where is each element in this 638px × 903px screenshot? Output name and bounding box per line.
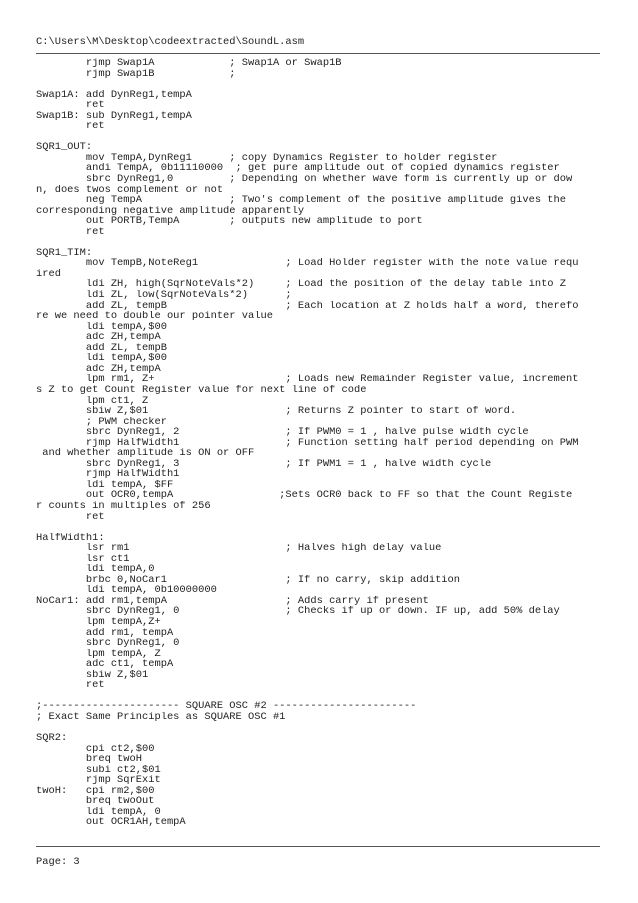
code-line: sbrc DynReg1, 3 ; If PWM1 = 1 , halve width cycle (36, 458, 492, 470)
code-line: Swap1A: add DynReg1,tempA (36, 89, 192, 101)
code-line: sbrc DynReg1, 2 ; If PWM0 = 1 , halve pulse width cycle (36, 427, 529, 438)
code-line: rjmp SqrExit (36, 775, 161, 786)
code-line: ret (36, 511, 105, 523)
code-line: mov TempA,DynReg1 ; copy Dynamics Register to holder register (36, 152, 498, 164)
code-line: ldi tempA,$00 (36, 353, 167, 364)
code-line: sbrc DynReg1, 0 (36, 638, 180, 649)
code-line: andi TempA, 0b11110000 ; get pure amplitude out of copied dynamics register (36, 163, 560, 175)
code-line: ired (36, 268, 61, 280)
code-line: HalfWidth1: (36, 532, 105, 544)
code-line: add ZL, tempB (36, 342, 167, 354)
code-line (36, 691, 600, 702)
code-line: neg TempA ; Two's complement of the positive amplitude gives the (36, 195, 567, 206)
code-line: re we need to double our pointer value (36, 311, 273, 322)
code-line: sbrc DynReg1,0 ; Depending on whether wave form is currently up or dow (36, 174, 573, 185)
code-line (36, 522, 600, 533)
code-line: sbiw Z,$01 ; Returns Z pointer to start of word. (36, 406, 517, 417)
code-line: SQR2: (36, 733, 68, 744)
file-path-header: C:\Users\M\Desktop\codeextracted\SoundL.asm (36, 36, 305, 48)
code-line: and whether amplitude is ON or OFF (36, 448, 255, 459)
code-line: twoH: cpi rm2,$00 (36, 785, 155, 797)
code-line: out PORTB,TempA ; outputs new amplitude to port (36, 216, 423, 227)
code-line: ;---------------------- SQUARE OSC #2 ----------------------- (36, 701, 417, 712)
code-line: n, does twos complement or not (36, 184, 224, 196)
code-line: lpm ct1, Z (36, 395, 149, 407)
code-line: ; Exact Same Principles as SQUARE OSC #1 (36, 711, 286, 723)
code-line (36, 237, 600, 248)
code-line: breq twoH (36, 754, 143, 765)
code-line: mov TempB,NoteReg1 ; Load Holder register with the note value requ (36, 258, 579, 269)
code-line: r counts in multiples of 256 (36, 500, 211, 512)
code-line: adc ct1, tempA (36, 659, 174, 670)
code-line: rjmp HalfWidth1 ; Function setting half period depending on PWM (36, 437, 579, 449)
code-line: lsr rm1 ; Halves high delay value (36, 543, 442, 554)
code-line: lpm rm1, Z+ ; Loads new Remainder Register value, increment (36, 374, 579, 385)
code-line: subi ct2,$01 (36, 764, 161, 776)
code-line: brbc 0,NoCar1 ; If no carry, skip addition (36, 574, 461, 586)
code-line: ret (36, 226, 105, 238)
code-line (36, 722, 600, 733)
code-line: ret (36, 121, 105, 132)
code-listing (36, 58, 600, 828)
code-line: cpi ct2,$00 (36, 743, 155, 755)
code-line: ldi ZL, low(SqrNoteVals*2) ; (36, 290, 292, 301)
code-line (36, 132, 600, 143)
code-line: adc ZH,tempA (36, 363, 161, 375)
code-line: NoCar1: add rm1,tempA ; Adds carry if present (36, 595, 429, 607)
code-line: Swap1B: sub DynReg1,tempA (36, 110, 192, 122)
code-line: sbrc DynReg1, 0 ; Checks if up or down. IF up, add 50% delay (36, 606, 560, 617)
code-line: lpm tempA,Z+ (36, 616, 161, 628)
code-line: ldi tempA, 0 (36, 806, 161, 818)
code-line: add ZL, tempB ; Each location at Z holds half a word, therefo (36, 300, 579, 312)
code-line: out OCR1AH,tempA (36, 817, 186, 828)
code-line: ret (36, 100, 105, 111)
code-line: SQR1_OUT: (36, 142, 93, 153)
code-line (36, 79, 600, 90)
code-line: sbiw Z,$01 (36, 669, 149, 681)
code-line: lpm tempA, Z (36, 648, 161, 660)
code-line: corresponding negative amplitude apparently (36, 205, 305, 217)
code-line: ldi tempA,$00 (36, 321, 167, 333)
code-line: ldi ZH, high(SqrNoteVals*2) ; Load the position of the delay table into Z (36, 279, 567, 291)
code-line: rjmp Swap1B ; (36, 68, 236, 80)
code-line: breq twoOut (36, 796, 155, 807)
header-divider (36, 53, 600, 54)
code-line: s Z to get Count Register value for next line of code (36, 384, 367, 396)
code-line: ; PWM checker (36, 416, 167, 428)
code-line: ldi tempA,0 (36, 564, 155, 575)
code-line: adc ZH,tempA (36, 332, 161, 343)
code-line: ldi tempA, $FF (36, 479, 174, 491)
code-line: SQR1_TIM: (36, 247, 93, 259)
code-line: rjmp HalfWidth1 (36, 469, 180, 480)
footer-divider (36, 846, 600, 847)
code-line: out OCR0,tempA ;Sets OCR0 back to FF so that the Count Registe (36, 490, 573, 501)
code-line: lsr ct1 (36, 553, 130, 565)
code-line: rjmp Swap1A ; Swap1A or Swap1B (36, 58, 342, 69)
page-number: Page: 3 (36, 856, 80, 868)
code-line: ret (36, 680, 105, 691)
code-line: ldi tempA, 0b10000000 (36, 585, 217, 596)
code-line: add rm1, tempA (36, 627, 174, 639)
